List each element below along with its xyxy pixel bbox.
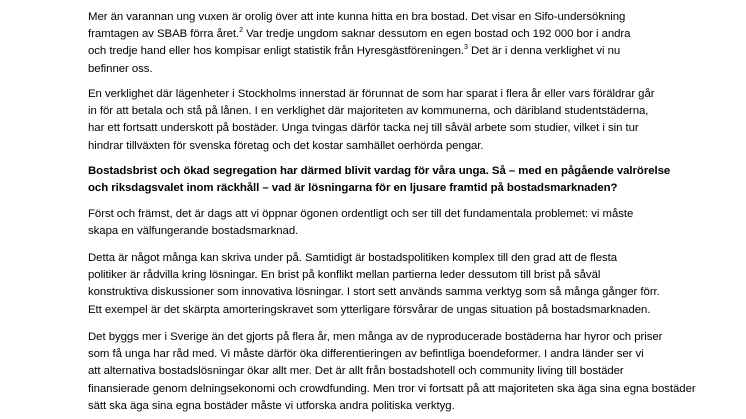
- text-run: och tredje hand eller hos kompisar enligt statistik från Hyresgästföreningen.: [88, 45, 465, 58]
- text-line: Ett exempel är det skärpta amorteringskravet som ytterligare försvårar de ungas situation på bostadsmarknaden.: [88, 303, 651, 316]
- text-line: att alternativa bostadslösningar ökar allt mer. Det är allt från bostadshotell och community living till bostäder: [88, 365, 624, 378]
- text-line: in för att betala och stå på lånen. I en verklighet där majoriteten av kommunerna, och däribland studentstäderna,: [88, 105, 649, 118]
- text-line: Mer än varannan ung vuxen är orolig över att inte kunna hitta en bra bostad. Det visar en Sifo-undersökning: [88, 11, 626, 23]
- text-line: sätt ska äga sina egna bostäder måste vi utforska andra politiska verktyg.: [88, 399, 455, 412]
- text-line: har ett fortsatt underskott på bostäder. Unga tvingas därför tacka nej till såväl arbete som studier, vilket i sin tur: [88, 122, 639, 135]
- paragraph-politics: [88, 250, 688, 319]
- text-line: En verklighet där lägenheter i Stockholms innerstad är förunnat de som har sparat i flera år eller vars föräldrar går: [88, 88, 655, 100]
- text-line: Först och främst, det är dags att vi öppnar ögonen ordentligt och ser till det fundamentala problemet: vi måste: [88, 208, 634, 220]
- paragraph-bold-question: [88, 163, 688, 197]
- text-line: Det byggs mer i Sverige än det gjorts på flera år, men många av de nyproducerade bostäderna har hyror och priser: [88, 331, 663, 343]
- paragraph-intro: [88, 9, 688, 78]
- footnote-ref-2[interactable]: 2: [239, 27, 243, 35]
- text-line: och riksdagsvalet inom räckhåll – vad är lösningarna för en ljusare framtid på bostadsmarknaden?: [88, 182, 618, 195]
- paragraph-reality: [88, 86, 688, 155]
- text-line: [88, 26, 688, 43]
- text-line: skapa en välfungerande bostadsmarknad.: [88, 225, 299, 238]
- text-line: Bostadsbrist och ökad segregation har därmed blivit vardag för våra unga. Så – med en pågående valrörelse: [88, 165, 671, 177]
- paragraph-building: [88, 329, 696, 415]
- text-line: befinner oss.: [88, 62, 153, 75]
- text-run: Det är i denna verklighet vi nu: [467, 45, 621, 58]
- text-run: framtagen av SBAB förra året.: [88, 28, 240, 41]
- paragraph-first: [88, 206, 688, 240]
- text-line: Detta är något många kan skriva under på. Samtidigt är bostadspolitiken komplex till den grad att de flesta: [88, 252, 618, 264]
- text-line: som få unga har råd med. Vi måste därför öka differentieringen av befintliga boendeformer. I andra länder ser vi: [88, 348, 644, 361]
- footnote-ref-3[interactable]: 3: [464, 44, 468, 52]
- text-line: finansierade genom delningsekonomi och crowdfunding. Men tror vi fortsatt på att majoriteten ska äga sina egna bostäder: [88, 382, 696, 395]
- text-run: Var tredje ungdom saknar dessutom en egen bostad och 192 000 bor i andra: [242, 28, 631, 41]
- text-line: [88, 43, 688, 60]
- text-line: konstruktiva diskussioner som innovativa lösningar. I stort sett används samma verktyg som så många gånger förr.: [88, 286, 660, 299]
- text-line: politiker är rådvilla kring lösningar. En brist på konflikt mellan partierna leder dessutom till brist på såväl: [88, 269, 601, 282]
- text-line: hindrar tillväxten för svenska företag och det kostar samhället oerhörda pengar.: [88, 139, 484, 152]
